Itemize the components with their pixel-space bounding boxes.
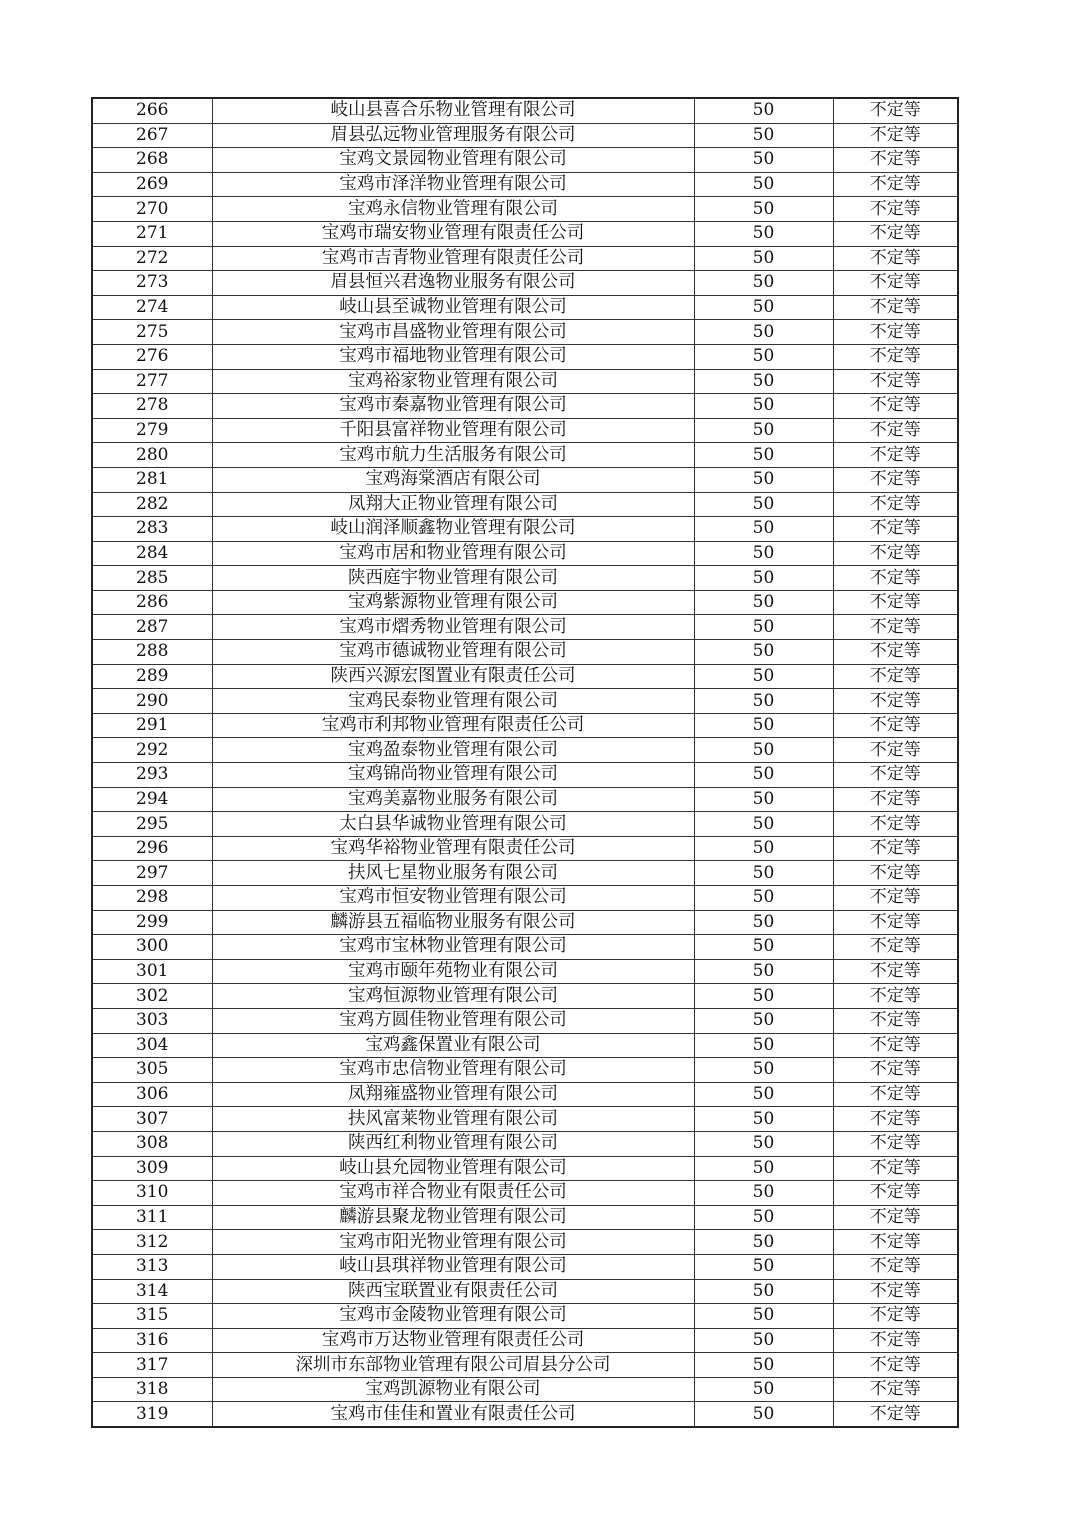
serial-number-cell: 319	[92, 1402, 212, 1427]
grade-cell: 不定等	[833, 1377, 958, 1402]
grade-cell: 不定等	[833, 1304, 958, 1329]
company-name-cell: 太白县华诚物业管理有限公司	[212, 812, 694, 837]
grade-cell: 不定等	[833, 1131, 958, 1156]
serial-number-cell: 290	[92, 689, 212, 714]
score-cell: 50	[694, 836, 833, 861]
serial-number-cell: 297	[92, 861, 212, 886]
grade-cell: 不定等	[833, 418, 958, 443]
table-row	[92, 517, 958, 542]
table-row	[92, 1131, 958, 1156]
grade-cell: 不定等	[833, 1008, 958, 1033]
serial-number-cell: 275	[92, 320, 212, 345]
grade-cell: 不定等	[833, 1205, 958, 1230]
serial-number-cell: 286	[92, 590, 212, 615]
table-row	[92, 935, 958, 960]
score-cell: 50	[694, 1058, 833, 1083]
company-name-cell: 宝鸡锦尚物业管理有限公司	[212, 763, 694, 788]
score-cell: 50	[694, 615, 833, 640]
company-name-cell: 宝鸡市居和物业管理有限公司	[212, 541, 694, 566]
score-cell: 50	[694, 1328, 833, 1353]
grade-cell: 不定等	[833, 664, 958, 689]
serial-number-cell: 282	[92, 492, 212, 517]
grade-cell: 不定等	[833, 836, 958, 861]
serial-number-cell: 301	[92, 959, 212, 984]
company-name-cell: 扶风富莱物业管理有限公司	[212, 1107, 694, 1132]
score-cell: 50	[694, 271, 833, 296]
score-cell: 50	[694, 246, 833, 271]
company-name-cell: 凤翔大正物业管理有限公司	[212, 492, 694, 517]
score-cell: 50	[694, 566, 833, 591]
grade-cell: 不定等	[833, 640, 958, 665]
table-row	[92, 1058, 958, 1083]
score-cell: 50	[694, 172, 833, 197]
score-cell: 50	[694, 295, 833, 320]
company-name-cell: 麟游县聚龙物业管理有限公司	[212, 1205, 694, 1230]
serial-number-cell: 303	[92, 1008, 212, 1033]
table-row	[92, 369, 958, 394]
grade-cell: 不定等	[833, 172, 958, 197]
company-name-cell: 眉县恒兴君逸物业服务有限公司	[212, 271, 694, 296]
grade-cell: 不定等	[833, 861, 958, 886]
serial-number-cell: 279	[92, 418, 212, 443]
score-cell: 50	[694, 713, 833, 738]
serial-number-cell: 268	[92, 148, 212, 173]
serial-number-cell: 296	[92, 836, 212, 861]
serial-number-cell: 272	[92, 246, 212, 271]
company-name-cell: 宝鸡鑫保置业有限公司	[212, 1033, 694, 1058]
table-row	[92, 148, 958, 173]
company-name-cell: 岐山县至诚物业管理有限公司	[212, 295, 694, 320]
grade-cell: 不定等	[833, 1058, 958, 1083]
table-row	[92, 1304, 958, 1329]
company-name-cell: 宝鸡市万达物业管理有限责任公司	[212, 1328, 694, 1353]
company-name-cell: 宝鸡文景园物业管理有限公司	[212, 148, 694, 173]
table-row	[92, 1353, 958, 1378]
grade-cell: 不定等	[833, 246, 958, 271]
score-cell: 50	[694, 369, 833, 394]
table-row	[92, 984, 958, 1009]
serial-number-cell: 270	[92, 197, 212, 222]
grade-cell: 不定等	[833, 1279, 958, 1304]
score-cell: 50	[694, 418, 833, 443]
company-name-cell: 岐山润泽顺鑫物业管理有限公司	[212, 517, 694, 542]
grade-cell: 不定等	[833, 394, 958, 419]
score-cell: 50	[694, 1008, 833, 1033]
company-name-cell: 宝鸡市德诚物业管理有限公司	[212, 640, 694, 665]
company-name-cell: 深圳市东部物业管理有限公司眉县分公司	[212, 1353, 694, 1378]
grade-cell: 不定等	[833, 1181, 958, 1206]
serial-number-cell: 283	[92, 517, 212, 542]
serial-number-cell: 292	[92, 738, 212, 763]
grade-cell: 不定等	[833, 886, 958, 911]
company-name-cell: 岐山县琪祥物业管理有限公司	[212, 1254, 694, 1279]
company-name-cell: 宝鸡民泰物业管理有限公司	[212, 689, 694, 714]
table-row	[92, 295, 958, 320]
score-cell: 50	[694, 640, 833, 665]
serial-number-cell: 294	[92, 787, 212, 812]
serial-number-cell: 307	[92, 1107, 212, 1132]
company-name-cell: 宝鸡美嘉物业服务有限公司	[212, 787, 694, 812]
company-name-cell: 宝鸡华裕物业管理有限责任公司	[212, 836, 694, 861]
company-name-cell: 宝鸡市航力生活服务有限公司	[212, 443, 694, 468]
score-cell: 50	[694, 541, 833, 566]
company-name-cell: 宝鸡市祥合物业有限责任公司	[212, 1181, 694, 1206]
serial-number-cell: 315	[92, 1304, 212, 1329]
table-row	[92, 861, 958, 886]
grade-cell: 不定等	[833, 295, 958, 320]
serial-number-cell: 271	[92, 221, 212, 246]
table-row	[92, 172, 958, 197]
serial-number-cell: 310	[92, 1181, 212, 1206]
company-name-cell: 麟游县五福临物业服务有限公司	[212, 910, 694, 935]
table-row	[92, 1205, 958, 1230]
serial-number-cell: 298	[92, 886, 212, 911]
table-row	[92, 1082, 958, 1107]
company-name-cell: 宝鸡盈泰物业管理有限公司	[212, 738, 694, 763]
score-cell: 50	[694, 738, 833, 763]
serial-number-cell: 318	[92, 1377, 212, 1402]
grade-cell: 不定等	[833, 148, 958, 173]
score-cell: 50	[694, 467, 833, 492]
serial-number-cell: 273	[92, 271, 212, 296]
table-row	[92, 910, 958, 935]
score-cell: 50	[694, 959, 833, 984]
table-row	[92, 959, 958, 984]
grade-cell: 不定等	[833, 910, 958, 935]
grade-cell: 不定等	[833, 369, 958, 394]
score-cell: 50	[694, 492, 833, 517]
serial-number-cell: 299	[92, 910, 212, 935]
score-cell: 50	[694, 935, 833, 960]
serial-number-cell: 306	[92, 1082, 212, 1107]
score-cell: 50	[694, 320, 833, 345]
serial-number-cell: 289	[92, 664, 212, 689]
serial-number-cell: 277	[92, 369, 212, 394]
company-name-cell: 宝鸡市忠信物业管理有限公司	[212, 1058, 694, 1083]
score-cell: 50	[694, 590, 833, 615]
score-cell: 50	[694, 1254, 833, 1279]
score-cell: 50	[694, 1131, 833, 1156]
serial-number-cell: 267	[92, 123, 212, 148]
score-cell: 50	[694, 664, 833, 689]
table-row	[92, 246, 958, 271]
table-row	[92, 418, 958, 443]
grade-cell: 不定等	[833, 1082, 958, 1107]
company-name-cell: 眉县弘远物业管理服务有限公司	[212, 123, 694, 148]
company-name-cell: 岐山县喜合乐物业管理有限公司	[212, 98, 694, 123]
grade-cell: 不定等	[833, 197, 958, 222]
score-cell: 50	[694, 910, 833, 935]
grade-cell: 不定等	[833, 541, 958, 566]
serial-number-cell: 305	[92, 1058, 212, 1083]
serial-number-cell: 287	[92, 615, 212, 640]
company-name-cell: 宝鸡市昌盛物业管理有限公司	[212, 320, 694, 345]
grade-cell: 不定等	[833, 1402, 958, 1427]
company-name-cell: 扶风七星物业服务有限公司	[212, 861, 694, 886]
company-name-cell: 宝鸡裕家物业管理有限公司	[212, 369, 694, 394]
grade-cell: 不定等	[833, 984, 958, 1009]
grade-cell: 不定等	[833, 689, 958, 714]
table-row	[92, 664, 958, 689]
table-row	[92, 467, 958, 492]
score-cell: 50	[694, 763, 833, 788]
serial-number-cell: 311	[92, 1205, 212, 1230]
table-row	[92, 271, 958, 296]
serial-number-cell: 266	[92, 98, 212, 123]
company-name-cell: 宝鸡市泽洋物业管理有限公司	[212, 172, 694, 197]
company-name-cell: 宝鸡永信物业管理有限公司	[212, 197, 694, 222]
table-row	[92, 763, 958, 788]
score-cell: 50	[694, 1181, 833, 1206]
grade-cell: 不定等	[833, 320, 958, 345]
score-cell: 50	[694, 1107, 833, 1132]
score-cell: 50	[694, 394, 833, 419]
grade-cell: 不定等	[833, 1254, 958, 1279]
grade-cell: 不定等	[833, 738, 958, 763]
serial-number-cell: 269	[92, 172, 212, 197]
score-cell: 50	[694, 1033, 833, 1058]
grade-cell: 不定等	[833, 959, 958, 984]
table-row	[92, 1107, 958, 1132]
table-row	[92, 1377, 958, 1402]
grade-cell: 不定等	[833, 787, 958, 812]
score-cell: 50	[694, 861, 833, 886]
company-name-cell: 千阳县富祥物业管理有限公司	[212, 418, 694, 443]
serial-number-cell: 291	[92, 713, 212, 738]
company-name-cell: 宝鸡紫源物业管理有限公司	[212, 590, 694, 615]
company-name-cell: 宝鸡市熠秀物业管理有限公司	[212, 615, 694, 640]
table-row	[92, 98, 958, 123]
table-row	[92, 541, 958, 566]
serial-number-cell: 314	[92, 1279, 212, 1304]
serial-number-cell: 312	[92, 1230, 212, 1255]
table-row	[92, 394, 958, 419]
grade-cell: 不定等	[833, 467, 958, 492]
grade-cell: 不定等	[833, 1353, 958, 1378]
company-name-cell: 宝鸡市福地物业管理有限公司	[212, 344, 694, 369]
score-cell: 50	[694, 1377, 833, 1402]
company-name-cell: 陕西庭宇物业管理有限公司	[212, 566, 694, 591]
table-row	[92, 1033, 958, 1058]
grade-cell: 不定等	[833, 1033, 958, 1058]
grade-cell: 不定等	[833, 1156, 958, 1181]
serial-number-cell: 285	[92, 566, 212, 591]
score-cell: 50	[694, 787, 833, 812]
serial-number-cell: 288	[92, 640, 212, 665]
table-row	[92, 886, 958, 911]
serial-number-cell: 276	[92, 344, 212, 369]
grade-cell: 不定等	[833, 221, 958, 246]
serial-number-cell: 295	[92, 812, 212, 837]
serial-number-cell: 284	[92, 541, 212, 566]
table-row	[92, 492, 958, 517]
company-name-cell: 凤翔雍盛物业管理有限公司	[212, 1082, 694, 1107]
company-name-cell: 陕西红利物业管理有限公司	[212, 1131, 694, 1156]
company-name-cell: 宝鸡市利邦物业管理有限责任公司	[212, 713, 694, 738]
score-cell: 50	[694, 98, 833, 123]
table-row	[92, 221, 958, 246]
serial-number-cell: 308	[92, 1131, 212, 1156]
score-cell: 50	[694, 221, 833, 246]
grade-cell: 不定等	[833, 615, 958, 640]
company-name-cell: 宝鸡市宝林物业管理有限公司	[212, 935, 694, 960]
score-cell: 50	[694, 1156, 833, 1181]
table-row	[92, 836, 958, 861]
score-cell: 50	[694, 443, 833, 468]
grade-cell: 不定等	[833, 344, 958, 369]
score-cell: 50	[694, 1353, 833, 1378]
grade-cell: 不定等	[833, 1107, 958, 1132]
score-cell: 50	[694, 344, 833, 369]
grade-cell: 不定等	[833, 590, 958, 615]
score-cell: 50	[694, 886, 833, 911]
company-name-cell: 宝鸡市颐年苑物业有限公司	[212, 959, 694, 984]
table-row	[92, 640, 958, 665]
table-row	[92, 738, 958, 763]
company-name-cell: 岐山县允园物业管理有限公司	[212, 1156, 694, 1181]
table-row	[92, 566, 958, 591]
serial-number-cell: 313	[92, 1254, 212, 1279]
serial-number-cell: 293	[92, 763, 212, 788]
grade-cell: 不定等	[833, 517, 958, 542]
grade-cell: 不定等	[833, 566, 958, 591]
company-rating-table	[91, 97, 959, 1428]
company-name-cell: 宝鸡恒源物业管理有限公司	[212, 984, 694, 1009]
table-row	[92, 1008, 958, 1033]
table-row	[92, 1181, 958, 1206]
grade-cell: 不定等	[833, 763, 958, 788]
company-name-cell: 宝鸡方圆佳物业管理有限公司	[212, 1008, 694, 1033]
company-name-cell: 宝鸡市佳佳和置业有限责任公司	[212, 1402, 694, 1427]
table-row	[92, 787, 958, 812]
table-row	[92, 1279, 958, 1304]
table-row	[92, 344, 958, 369]
serial-number-cell: 302	[92, 984, 212, 1009]
grade-cell: 不定等	[833, 1328, 958, 1353]
grade-cell: 不定等	[833, 98, 958, 123]
serial-number-cell: 309	[92, 1156, 212, 1181]
grade-cell: 不定等	[833, 935, 958, 960]
table-row	[92, 1402, 958, 1427]
serial-number-cell: 281	[92, 467, 212, 492]
serial-number-cell: 274	[92, 295, 212, 320]
serial-number-cell: 280	[92, 443, 212, 468]
grade-cell: 不定等	[833, 123, 958, 148]
table-row	[92, 713, 958, 738]
score-cell: 50	[694, 1304, 833, 1329]
company-name-cell: 宝鸡凯源物业有限公司	[212, 1377, 694, 1402]
table-row	[92, 1156, 958, 1181]
company-name-cell: 宝鸡市瑞安物业管理有限责任公司	[212, 221, 694, 246]
company-name-cell: 宝鸡市金陵物业管理有限公司	[212, 1304, 694, 1329]
score-cell: 50	[694, 517, 833, 542]
table-row	[92, 689, 958, 714]
score-cell: 50	[694, 1279, 833, 1304]
score-cell: 50	[694, 148, 833, 173]
table-row	[92, 197, 958, 222]
table-row	[92, 320, 958, 345]
table-row	[92, 1254, 958, 1279]
table-row	[92, 1230, 958, 1255]
score-cell: 50	[694, 197, 833, 222]
company-name-cell: 陕西宝联置业有限责任公司	[212, 1279, 694, 1304]
company-name-cell: 宝鸡市秦嘉物业管理有限公司	[212, 394, 694, 419]
table-row	[92, 812, 958, 837]
grade-cell: 不定等	[833, 713, 958, 738]
grade-cell: 不定等	[833, 812, 958, 837]
company-name-cell: 陕西兴源宏图置业有限责任公司	[212, 664, 694, 689]
score-cell: 50	[694, 1205, 833, 1230]
company-name-cell: 宝鸡市阳光物业管理有限公司	[212, 1230, 694, 1255]
table-row	[92, 123, 958, 148]
grade-cell: 不定等	[833, 443, 958, 468]
score-cell: 50	[694, 812, 833, 837]
serial-number-cell: 278	[92, 394, 212, 419]
table-row	[92, 443, 958, 468]
grade-cell: 不定等	[833, 1230, 958, 1255]
score-cell: 50	[694, 689, 833, 714]
company-name-cell: 宝鸡市吉青物业管理有限责任公司	[212, 246, 694, 271]
table-row	[92, 1328, 958, 1353]
serial-number-cell: 304	[92, 1033, 212, 1058]
score-cell: 50	[694, 123, 833, 148]
serial-number-cell: 317	[92, 1353, 212, 1378]
serial-number-cell: 300	[92, 935, 212, 960]
score-cell: 50	[694, 1402, 833, 1427]
score-cell: 50	[694, 1082, 833, 1107]
company-name-cell: 宝鸡市恒安物业管理有限公司	[212, 886, 694, 911]
company-name-cell: 宝鸡海棠酒店有限公司	[212, 467, 694, 492]
table-body	[92, 98, 958, 1427]
table-row	[92, 590, 958, 615]
grade-cell: 不定等	[833, 271, 958, 296]
serial-number-cell: 316	[92, 1328, 212, 1353]
table-row	[92, 615, 958, 640]
grade-cell: 不定等	[833, 492, 958, 517]
score-cell: 50	[694, 1230, 833, 1255]
score-cell: 50	[694, 984, 833, 1009]
